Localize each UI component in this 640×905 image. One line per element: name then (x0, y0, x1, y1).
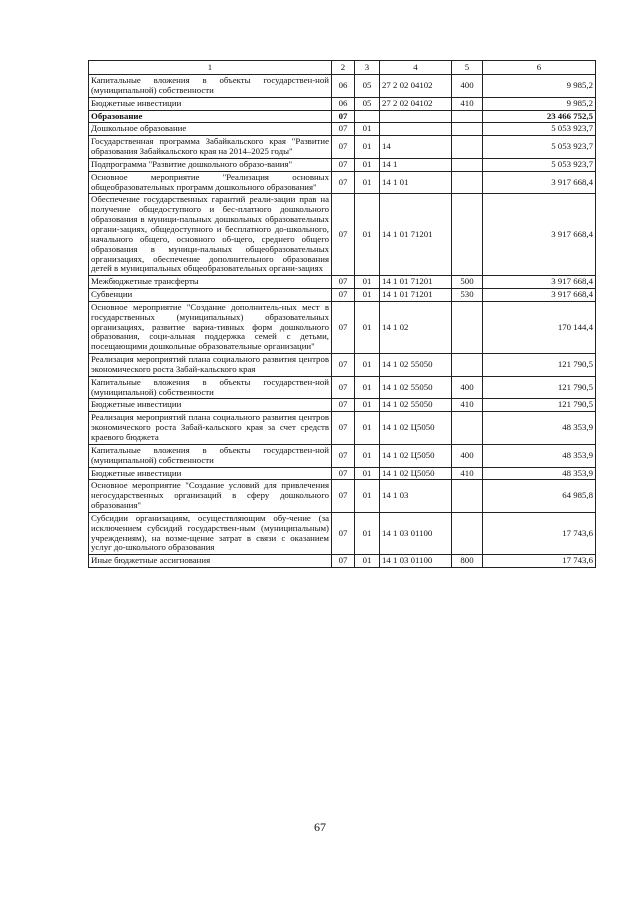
row-amount: 3 917 668,4 (483, 276, 596, 289)
row-amount: 121 790,5 (483, 376, 596, 399)
row-section-code: 07 (332, 512, 355, 554)
row-name: Подпрограмма "Развитие дошкольного образо-вания" (89, 158, 332, 171)
row-name: Реализация мероприятий плана социального развития центров экономического роста Забай-кальского края за счет средств краевого бюджета (89, 412, 332, 445)
row-expense-type (452, 171, 483, 194)
row-section-code: 07 (332, 480, 355, 513)
header-cell: 1 (89, 61, 332, 75)
row-subsection-code: 01 (355, 289, 380, 302)
row-amount: 3 917 668,4 (483, 194, 596, 276)
row-expense-type (452, 354, 483, 377)
row-subsection-code: 01 (355, 123, 380, 136)
row-expense-type (452, 123, 483, 136)
row-expense-type (452, 158, 483, 171)
table-row (89, 97, 596, 110)
row-subsection-code: 01 (355, 467, 380, 480)
row-subsection-code: 05 (355, 97, 380, 110)
table-row (89, 412, 596, 445)
row-expense-type: 400 (452, 75, 483, 98)
row-subsection-code: 01 (355, 301, 380, 353)
header-cell: 5 (452, 61, 483, 75)
row-section-code: 07 (332, 354, 355, 377)
row-amount: 121 790,5 (483, 399, 596, 412)
row-amount: 3 917 668,4 (483, 171, 596, 194)
table-row (89, 480, 596, 513)
row-name: Государственная программа Забайкальского края "Развитие образования Забайкальского края на 2014–2025 годы" (89, 136, 332, 159)
row-expense-type (452, 194, 483, 276)
row-amount: 5 053 923,7 (483, 158, 596, 171)
row-name: Капитальные вложения в объекты государствен-ной (муниципальной) собственности (89, 376, 332, 399)
row-name: Бюджетные инвестиции (89, 97, 332, 110)
table-row (89, 136, 596, 159)
row-expense-type (452, 512, 483, 554)
row-name: Основное мероприятие "Создание условий для привлечения негосударственных организаций в сферу дошкольного образования" (89, 480, 332, 513)
row-amount: 64 985,8 (483, 480, 596, 513)
row-amount: 170 144,4 (483, 301, 596, 353)
budget-table (88, 60, 596, 568)
row-expense-type (452, 480, 483, 513)
table-row (89, 376, 596, 399)
row-target-article: 14 1 02 Ц5050 (380, 444, 452, 467)
row-subsection-code: 01 (355, 399, 380, 412)
row-section-code: 07 (332, 412, 355, 445)
row-name: Иные бюджетные ассигнования (89, 555, 332, 568)
row-target-article: 14 1 02 55050 (380, 354, 452, 377)
table-row (89, 354, 596, 377)
row-section-code: 07 (332, 123, 355, 136)
row-target-article (380, 123, 452, 136)
row-target-article: 14 1 02 55050 (380, 376, 452, 399)
row-expense-type: 410 (452, 97, 483, 110)
row-amount: 5 053 923,7 (483, 136, 596, 159)
row-target-article: 27 2 02 04102 (380, 75, 452, 98)
row-target-article: 14 1 02 55050 (380, 399, 452, 412)
row-section-code: 07 (332, 194, 355, 276)
row-section-code: 07 (332, 301, 355, 353)
row-section-code: 07 (332, 158, 355, 171)
row-subsection-code: 01 (355, 136, 380, 159)
row-amount: 48 353,9 (483, 444, 596, 467)
row-amount: 3 917 668,4 (483, 289, 596, 302)
row-subsection-code: 01 (355, 555, 380, 568)
row-target-article: 14 1 03 01100 (380, 555, 452, 568)
row-name: Субсидии организациям, осуществляющим обу-чение (за исключением субсидий государствен-ным (муниципальным) учреждениям), на возме-щение затрат в связи с оказанием услуг до-школьного образования (89, 512, 332, 554)
row-target-article: 14 1 01 71201 (380, 276, 452, 289)
row-target-article: 14 (380, 136, 452, 159)
row-amount: 23 466 752,5 (483, 110, 596, 123)
row-expense-type: 410 (452, 399, 483, 412)
table-row (89, 123, 596, 136)
row-target-article: 14 1 01 71201 (380, 289, 452, 302)
table-row (89, 467, 596, 480)
table-row (89, 110, 596, 123)
table-row (89, 194, 596, 276)
row-target-article: 14 1 01 (380, 171, 452, 194)
row-target-article (380, 110, 452, 123)
row-amount: 9 985,2 (483, 75, 596, 98)
row-subsection-code: 05 (355, 75, 380, 98)
row-section-code: 07 (332, 444, 355, 467)
table-row (89, 171, 596, 194)
row-amount: 5 053 923,7 (483, 123, 596, 136)
row-name: Бюджетные инвестиции (89, 467, 332, 480)
row-expense-type: 530 (452, 289, 483, 302)
row-target-article: 14 1 03 (380, 480, 452, 513)
row-expense-type: 800 (452, 555, 483, 568)
row-name: Капитальные вложения в объекты государствен-ной (муниципальной) собственности (89, 75, 332, 98)
row-target-article: 14 1 02 Ц5050 (380, 412, 452, 445)
row-name: Бюджетные инвестиции (89, 399, 332, 412)
row-name: Дошкольное образование (89, 123, 332, 136)
table-row (89, 75, 596, 98)
table-row (89, 276, 596, 289)
row-target-article: 14 1 01 71201 (380, 194, 452, 276)
row-name: Основное мероприятие "Создание дополнитель-ных мест в государственных (муниципальных) образовательных организациях, развитие вариа-тивных форм дошкольного образования, соци-альная поддержка семей с детьми, посещающими дошкольные образовательные организации" (89, 301, 332, 353)
row-subsection-code: 01 (355, 412, 380, 445)
row-subsection-code (355, 110, 380, 123)
row-section-code: 07 (332, 399, 355, 412)
table-row (89, 444, 596, 467)
row-section-code: 07 (332, 376, 355, 399)
table-row (89, 399, 596, 412)
row-name: Основное мероприятие "Реализация основных общеобразовательных программ дошкольного образования" (89, 171, 332, 194)
row-name: Межбюджетные трансферты (89, 276, 332, 289)
row-subsection-code: 01 (355, 512, 380, 554)
row-expense-type: 410 (452, 467, 483, 480)
row-target-article: 27 2 02 04102 (380, 97, 452, 110)
row-name: Реализация мероприятий плана социального развития центров экономического роста Забай-кальского края (89, 354, 332, 377)
row-expense-type (452, 412, 483, 445)
row-section-code: 07 (332, 276, 355, 289)
row-target-article: 14 1 03 01100 (380, 512, 452, 554)
row-section-code: 06 (332, 97, 355, 110)
row-subsection-code: 01 (355, 444, 380, 467)
row-section-code: 07 (332, 171, 355, 194)
row-amount: 17 743,6 (483, 555, 596, 568)
table-row (89, 301, 596, 353)
row-expense-type: 500 (452, 276, 483, 289)
row-expense-type: 400 (452, 444, 483, 467)
row-section-code: 07 (332, 136, 355, 159)
header-cell: 6 (483, 61, 596, 75)
row-subsection-code: 01 (355, 376, 380, 399)
row-amount: 9 985,2 (483, 97, 596, 110)
row-amount: 48 353,9 (483, 412, 596, 445)
row-subsection-code: 01 (355, 171, 380, 194)
row-section-code: 07 (332, 467, 355, 480)
table-row (89, 289, 596, 302)
row-target-article: 14 1 02 Ц5050 (380, 467, 452, 480)
row-expense-type: 400 (452, 376, 483, 399)
row-subsection-code: 01 (355, 158, 380, 171)
table-row (89, 512, 596, 554)
row-expense-type (452, 110, 483, 123)
row-subsection-code: 01 (355, 480, 380, 513)
row-target-article: 14 1 02 (380, 301, 452, 353)
table-row (89, 555, 596, 568)
header-cell: 3 (355, 61, 380, 75)
row-name: Субвенции (89, 289, 332, 302)
table-row (89, 158, 596, 171)
row-subsection-code: 01 (355, 354, 380, 377)
page-number: 67 (314, 820, 326, 834)
header-cell: 4 (380, 61, 452, 75)
header-cell: 2 (332, 61, 355, 75)
row-subsection-code: 01 (355, 276, 380, 289)
table-header-row (89, 61, 596, 75)
row-amount: 48 353,9 (483, 467, 596, 480)
row-name: Образование (89, 110, 332, 123)
row-subsection-code: 01 (355, 194, 380, 276)
row-target-article: 14 1 (380, 158, 452, 171)
row-section-code: 06 (332, 75, 355, 98)
row-name: Обеспечение государственных гарантий реали-зации прав на получение общедоступного и бес-платного дошкольного образования в муници-пальных дошкольных образовательных органи-зациях, общедоступного и бесплатного до-школьного, начального общего, основного об-щего, среднего общего образования в муници-пальных общеобразовательных организациях, обеспечение дополнительного образования детей в муниципальных общеобразовательных органи-зациях (89, 194, 332, 276)
row-amount: 121 790,5 (483, 354, 596, 377)
row-section-code: 07 (332, 110, 355, 123)
row-section-code: 07 (332, 289, 355, 302)
row-section-code: 07 (332, 555, 355, 568)
row-name: Капитальные вложения в объекты государствен-ной (муниципальной) собственности (89, 444, 332, 467)
row-amount: 17 743,6 (483, 512, 596, 554)
row-expense-type (452, 136, 483, 159)
row-expense-type (452, 301, 483, 353)
